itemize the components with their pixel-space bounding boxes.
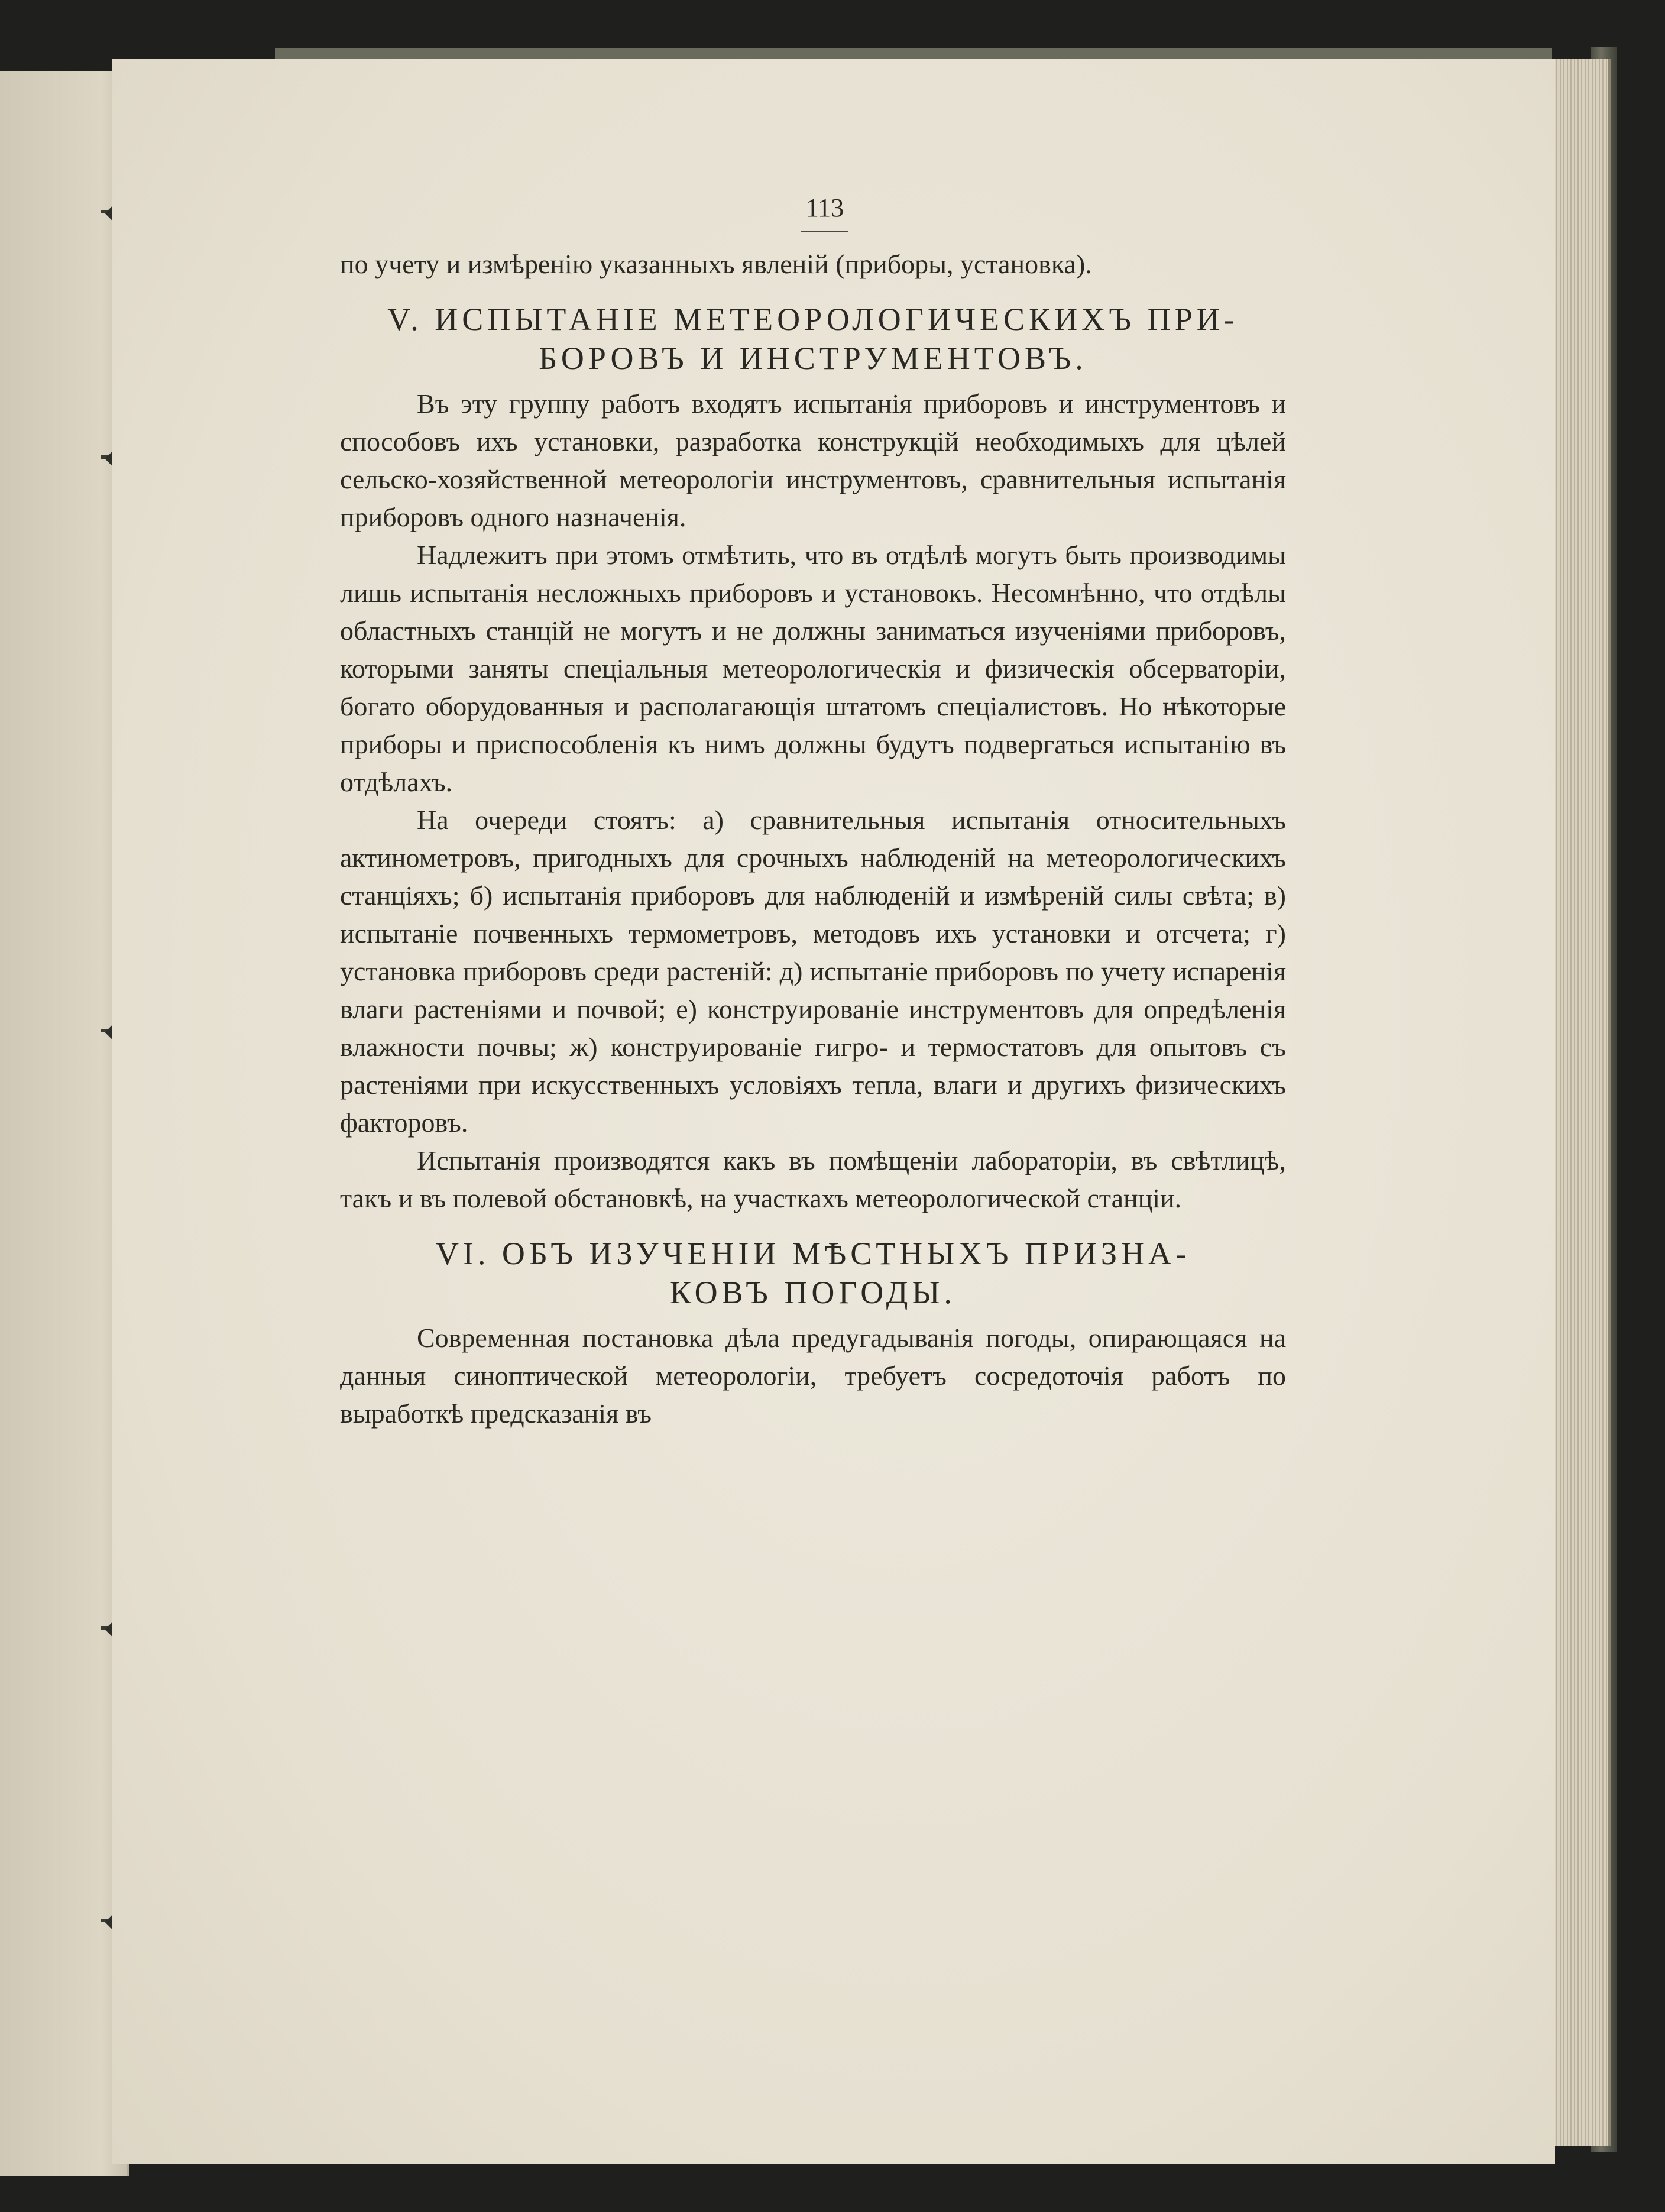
section-5-paragraph-1: Въ эту группу работъ входятъ испытанія приборовъ и инструментовъ и способовъ ихъ установки, разработка конструкцій необходимыхъ для цѣлей сельско-хозяйственной метеорологіи инструментовъ, сравнительныя испытанія приборовъ одного назначенія. [340,388,1286,532]
section-5-heading-line-2: БОРОВЪ И ИНСТРУМЕНТОВЪ. [539,341,1087,376]
page-number [340,189,1286,232]
section-6-paragraph-1: Современная постановка дѣла предугадыванія погоды, опирающаяся на данныя синоптической метеорологіи, требуетъ сосредоточія работъ по выработкѣ предсказанія въ [340,1323,1286,1429]
section-5-paragraph-3: На очереди стоятъ: а) сравнительныя испытанія относительныхъ актинометровъ, пригодныхъ для срочныхъ наблюденій на метеорологическихъ станціяхъ; б) испытанія приборовъ для наблюденій и измѣреній силы свѣта; в) испытаніе почвенныхъ термометровъ, методовъ ихъ установки и отсчета; г) установка приборовъ среди растеній: д) испытаніе приборовъ по учету испаренія влаги растеніями и почвой; е) конструированіе инструментовъ для опредѣленія влажности почвы; ж) конструированіе гигро- и термостатовъ для опытовъ съ растеніями при искусственныхъ условіяхъ тепла, влаги и другихъ физическихъ факторовъ. [340,805,1286,1138]
section-6-heading-line-1: VI. ОБЪ ИЗУЧЕНІИ МѢСТНЫХЪ ПРИЗНА- [435,1236,1191,1271]
section-6-heading [340,1234,1286,1312]
section-5-paragraph-4: Испытанія производятся какъ въ помѣщеніи лабораторіи, въ свѣтлицѣ, такъ и въ полевой обстановкѣ, на участкахъ метеорологической станціи. [340,1145,1286,1213]
intro-paragraph: по учету и измѣренію указанныхъ явленій (приборы, установка). [340,249,1092,279]
section-5-paragraph-2: Надлежитъ при этомъ отмѣтить, что въ отдѣлѣ могутъ быть производимы лишь испытанія несложныхъ приборовъ и установокъ. Несомнѣнно, что отдѣлы областныхъ станцій не могутъ и не должны заниматься изученіями приборовъ, которыми заняты спеціальныя метеорологическія и физическія обсерваторіи, богато оборудованныя и располагающія штатомъ спеціалистовъ. Но нѣкоторые приборы и приспособленія къ нимъ должны будутъ подвергаться испытанію въ отдѣлахъ. [340,540,1286,797]
section-5-heading [340,300,1286,378]
page-content [340,189,1286,1433]
section-6-heading-line-2: КОВЪ ПОГОДЫ. [669,1275,957,1310]
section-5-heading-line-1: V. ИСПЫТАНІЕ МЕТЕОРОЛОГИЧЕСКИХЪ ПРИ- [387,302,1239,337]
page-number-text: 113 [801,189,848,232]
left-page-edge [0,71,129,2176]
